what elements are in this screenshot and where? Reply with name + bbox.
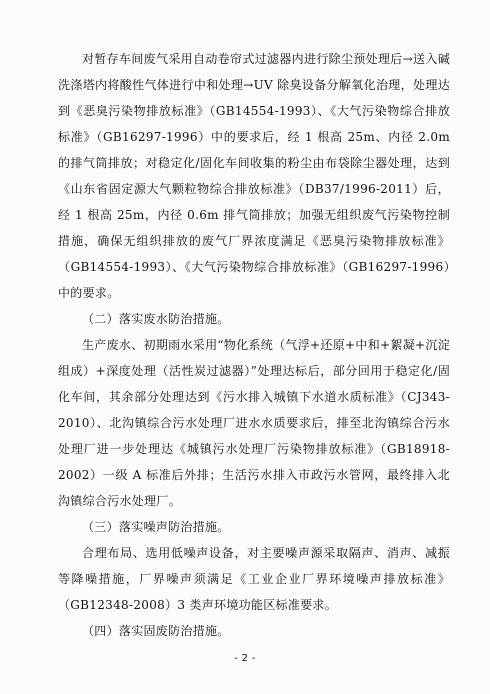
noise-section-heading: （三）落实噪声防治措施。	[82, 520, 230, 534]
exhaust-gas-measures-paragraph: 对暂存车间废气采用自动卷帘式过滤器内进行除尘预处理后→送入碱洗涤塔内将酸性气体进行中和处理→UV 除臭设备分解氧化治理，处理达到《恶臭污染物排放标准》（GB14554-1993）、《大气污染物综合排放标准》（GB16297-1996）中的要求后，经 1 根高 25m、内径 2.0m 的排气筒排放；对稳定化/固化车间收集的粉尘由布袋除尘器处理，达到《山东省固定源大气颗粒物综合排放标准》（DB37/1996-2011）后，经 1 根高 25m，内径 0.6m 排气筒排放；加强无组织废气污染物控制措施，确保无组织排放的废气厂界浓度满足《恶臭污染物排放标准》（GB14554-1993）、《大气污染物综合排放标准》（GB16297-1996）中的要求。	[58, 52, 450, 300]
noise-measures-paragraph: 合理布局、选用低噪声设备，对主要噪声源采取隔声、消声、减振等降噪措施，厂界噪声须满足《工业企业厂界环境噪声排放标准》（GB12348-2008）3 类声环境功能区标准要求。	[58, 546, 450, 612]
solid-waste-section-heading: （四）落实固废防治措施。	[82, 624, 230, 638]
wastewater-section-heading: （二）落实废水防治措施。	[82, 312, 230, 326]
wastewater-measures-paragraph: 生产废水、初期雨水采用“物化系统（气浮+还原+中和+絮凝+沉淀组成）+深度处理（活性炭过滤器）”处理达标后，部分回用于稳定化/固化车间，其余部分处理达到《污水排入城镇下水道水质标准》（CJ343-2010）、北沟镇综合污水处理厂进水水质要求后，排至北沟镇综合污水处理厂进一步处理达《城镇污水处理厂污染物排放标准》（GB18918-2002）一级 A 标准后外排；生活污水排入市政污水管网，最终排入北沟镇综合污水处理厂。	[58, 338, 450, 508]
page-number: - 2 -	[234, 653, 256, 664]
